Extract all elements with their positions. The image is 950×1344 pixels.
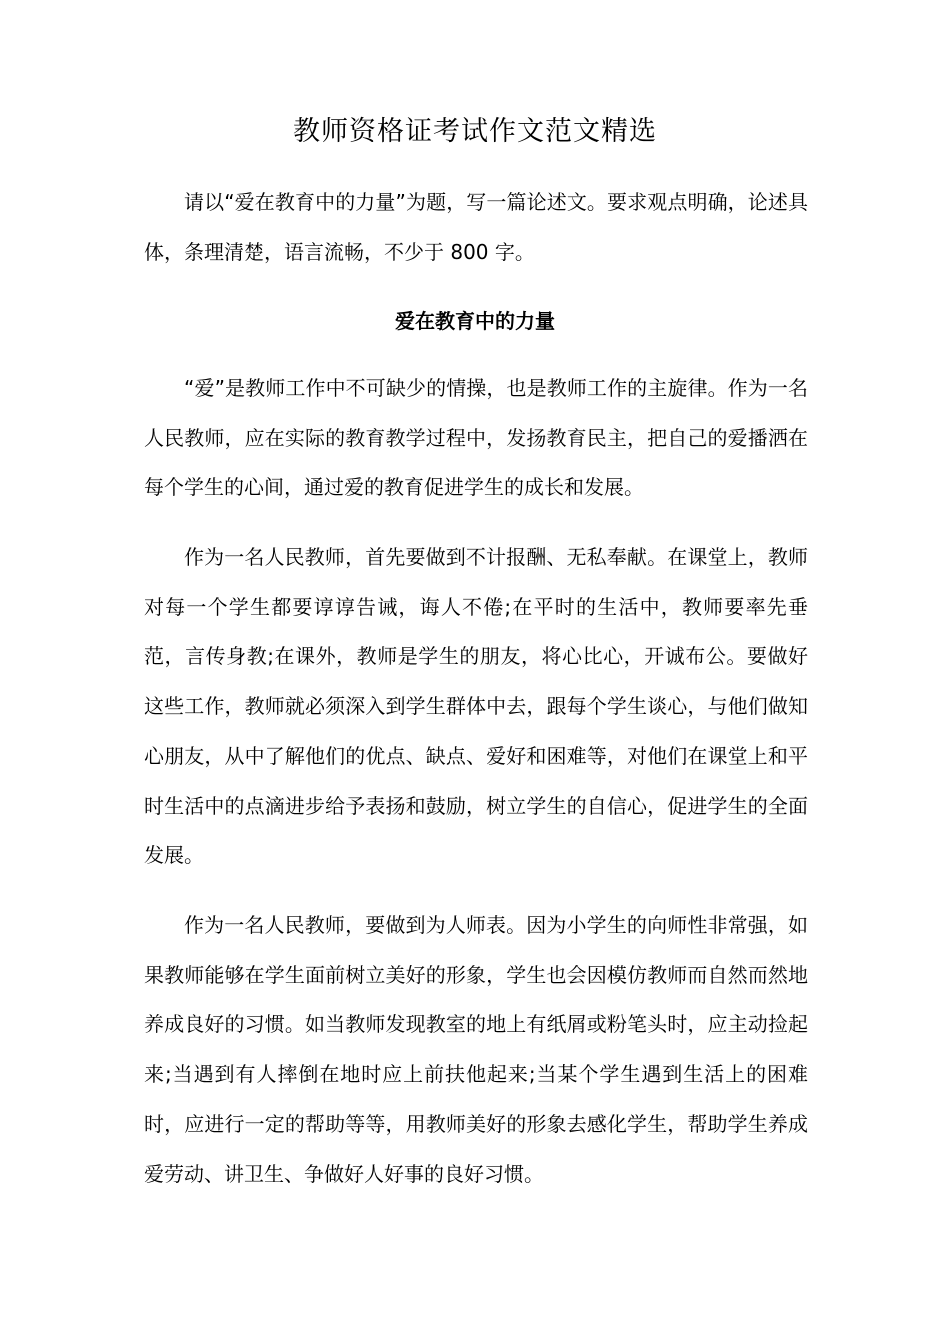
essay-paragraph: 作为一名人民教师，首先要做到不计报酬、无私奉献。在课堂上，教师对每一个学生都要谆谆告诫，诲人不倦;在平时的生活中，教师要率先垂范，言传身教;在课外，教师是学生的朋友，将心比心，开诚布公。要做好这些工作，教师就必须深入到学生群体中去，跟每个学生谈心，与他们做知心朋友，从中了解他们的优点、缺点、爱好和困难等，对他们在课堂上和平时生活中的点滴进步给予表扬和鼓励，树立学生的自信心，促进学生的全面发展。 [144,545,808,868]
essay-prompt: 请以“爱在教育中的力量”为题，写一篇论述文。要求观点明确，论述具体，条理清楚，语言流畅，不少于 800 字。 [144,190,808,264]
essay-paragraph: 作为一名人民教师，要做到为人师表。因为小学生的向师性非常强，如果教师能够在学生面前树立美好的形象，学生也会因模仿教师而自然而然地养成良好的习惯。如当教师发现教室的地上有纸屑或粉笔头时，应主动捡起来;当遇到有人摔倒在地时应上前扶他起来;当某个学生遇到生活上的困难时，应进行一定的帮助等等，用教师美好的形象去感化学生，帮助学生养成爱劳动、讲卫生、争做好人好事的良好习惯。 [144,913,808,1186]
essay-title: 爱在教育中的力量 [395,309,555,333]
essay-paragraph: “爱”是教师工作中不可缺少的情操，也是教师工作的主旋律。作为一名人民教师，应在实际的教育教学过程中，发扬教育民主，把自己的爱播洒在每个学生的心间，通过爱的教育促进学生的成长和发展。 [144,376,808,500]
document-title: 教师资格证考试作文范文精选 [293,116,657,147]
